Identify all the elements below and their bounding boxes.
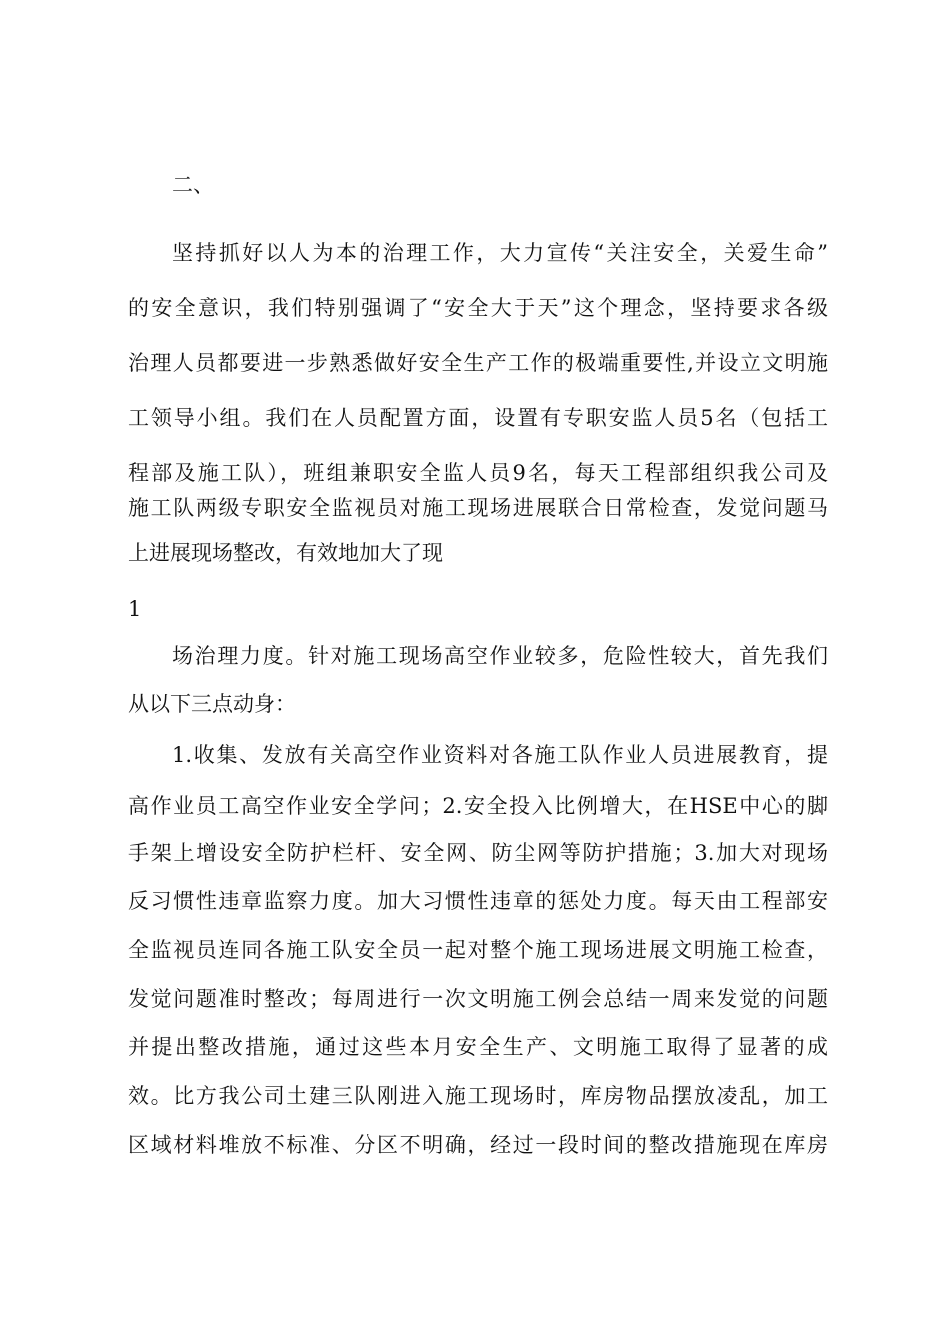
paragraph-2-line: 场治理力度。针对施工现场高空作业较多，危险性较大，首先我们 bbox=[172, 644, 828, 668]
paragraph-3-line: 发觉问题准时整改；每周进行一次文明施工例会总结一周来发觉的问题 bbox=[128, 987, 828, 1011]
paragraph-1-line: 治理人员都要进一步熟悉做好安全生产工作的极端重要性,并设立文明施 bbox=[128, 351, 828, 375]
paragraph-3-line: 反习惯性违章监察力度。加大习惯性违章的惩处力度。每天由工程部安 bbox=[128, 889, 828, 913]
paragraph-3-line: 高作业员工高空作业安全学问；2.安全投入比例增大，在HSE中心的脚 bbox=[128, 794, 828, 818]
paragraph-1-line: 的安全意识，我们特别强调了“安全大于天”这个理念，坚持要求各级 bbox=[128, 296, 828, 320]
paragraph-2-line: 从以下三点动身： bbox=[128, 692, 296, 716]
section-heading: 二、 bbox=[172, 173, 214, 197]
paragraph-3-line: 1.收集、发放有关高空作业资料对各施工队作业人员进展教育，提 bbox=[172, 743, 828, 767]
paragraph-1-line: 程部及施工队），班组兼职安全监人员9名，每天工程部组织我公司及 bbox=[128, 461, 828, 485]
paragraph-1-line: 坚持抓好以人为本的治理工作，大力宣传“关注安全，关爱生命” bbox=[172, 241, 828, 265]
paragraph-3-line: 并提出整改措施，通过这些本月安全生产、文明施工取得了显著的成 bbox=[128, 1035, 828, 1059]
paragraph-1-line: 工领导小组。我们在人员配置方面，设置有专职安监人员5名（包括工 bbox=[128, 406, 828, 430]
paragraph-1-line: 上进展现场整改，有效地加大了现 bbox=[128, 541, 443, 565]
paragraph-3-line: 效。比方我公司土建三队刚进入施工现场时，库房物品摆放凌乱，加工 bbox=[128, 1084, 828, 1108]
paragraph-3-line: 手架上增设安全防护栏杆、安全网、防尘网等防护措施；3.加大对现场 bbox=[128, 841, 828, 865]
paragraph-3-line: 全监视员连同各施工队安全员一起对整个施工现场进展文明施工检查， bbox=[128, 938, 828, 962]
paragraph-3-line: 区域材料堆放不标准、分区不明确，经过一段时间的整改措施现在库房 bbox=[128, 1133, 828, 1157]
page-number: 1 bbox=[128, 597, 142, 621]
paragraph-1-line: 施工队两级专职安全监视员对施工现场进展联合日常检查，发觉问题马 bbox=[128, 496, 828, 520]
